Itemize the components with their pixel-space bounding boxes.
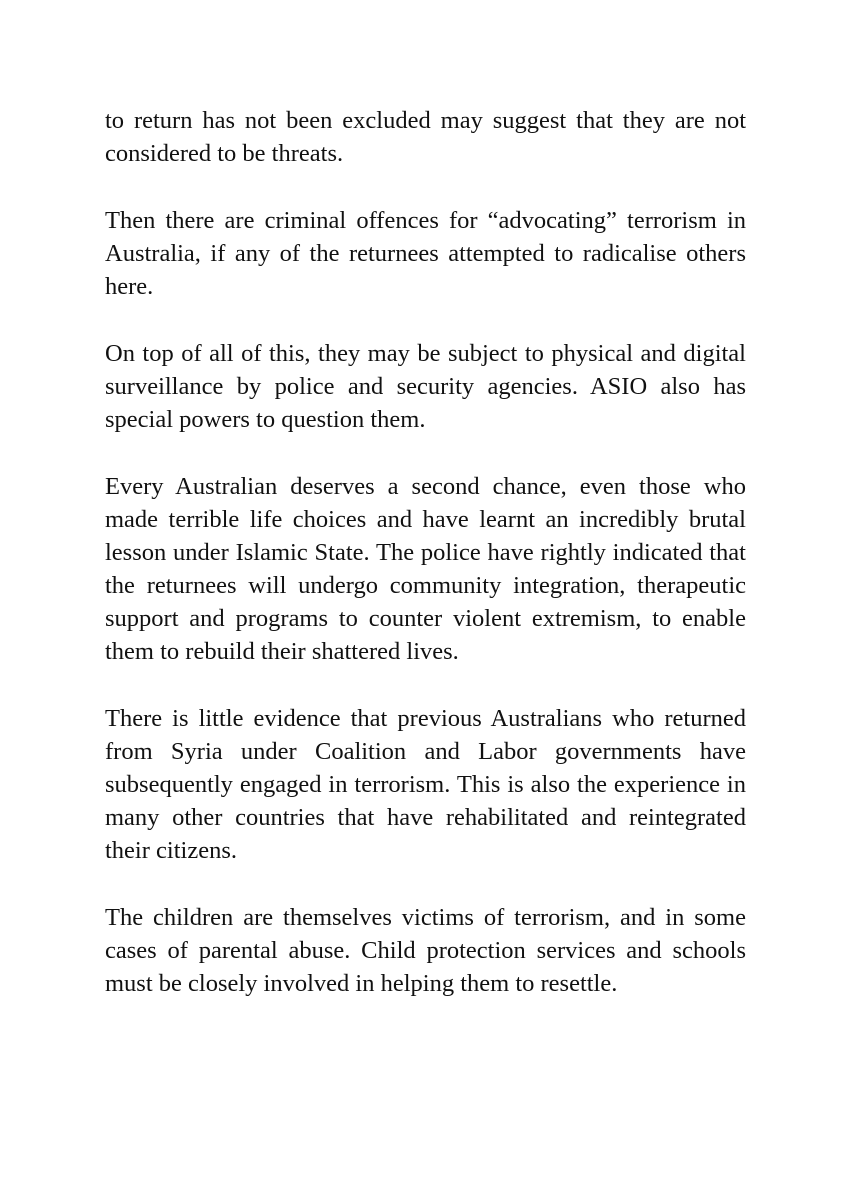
paragraph-5: There is little evidence that previous Australians who returned from Syria under Coalition and Labor governments have subsequently engaged in terrorism. This is also the experience in many other countries that have rehabilitated and reintegrated their citizens. bbox=[105, 705, 746, 864]
paragraph-6: The children are themselves victims of terrorism, and in some cases of parental abuse. Child protection services and schools must be closely involved in helping them to resettle. bbox=[105, 904, 746, 997]
paragraph-3: On top of all of this, they may be subject to physical and digital surveillance by police and security agencies. ASIO also has special powers to question them. bbox=[105, 340, 746, 433]
paragraph-4: Every Australian deserves a second chance, even those who made terrible life choices and have learnt an incredibly brutal lesson under Islamic State. The police have rightly indicated that the returnees will undergo community integration, therapeutic support and programs to counter violent extremism, to enable them to rebuild their shattered lives. bbox=[105, 473, 746, 665]
body-text bbox=[105, 104, 746, 1034]
paragraph-2: Then there are criminal offences for “advocating” terrorism in Australia, if any of the returnees attempted to radicalise others here. bbox=[105, 207, 746, 300]
paragraph-1: to return has not been excluded may suggest that they are not considered to be threats. bbox=[105, 107, 746, 167]
